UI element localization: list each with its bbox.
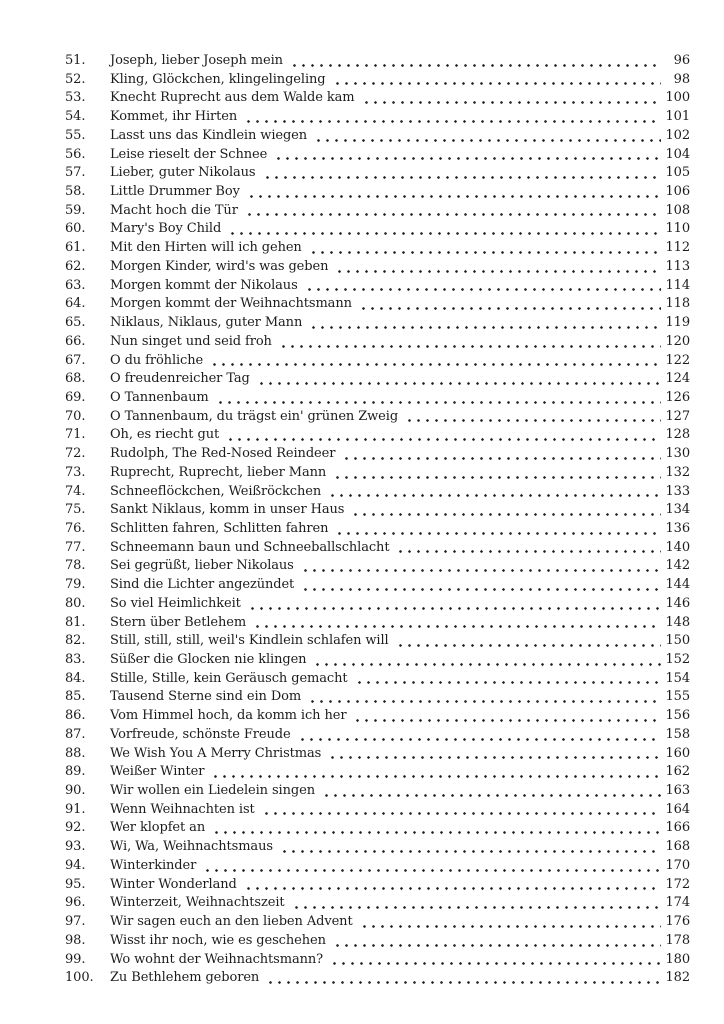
entry-title: Wer klopfet an xyxy=(110,820,206,836)
toc-entry xyxy=(65,108,690,127)
entry-page: 108 xyxy=(665,202,690,218)
dot-leader xyxy=(262,812,661,815)
entry-title: Macht hoch die Tür xyxy=(110,202,238,218)
toc-entry xyxy=(65,632,690,651)
dot-leader xyxy=(245,213,661,216)
entry-title: Sei gegrüßt, lieber Nikolaus xyxy=(110,558,294,574)
dot-leader xyxy=(290,64,661,67)
entry-title: Oh, es riecht gut xyxy=(110,427,220,443)
entry-title: Morgen kommt der Weihnachtsmann xyxy=(110,296,352,312)
entry-page: 164 xyxy=(665,801,690,817)
dot-leader xyxy=(216,401,661,404)
entry-title: Vom Himmel hoch, da komm ich her xyxy=(110,708,347,724)
entry-page: 156 xyxy=(665,708,690,724)
entry-number: 54. xyxy=(65,109,86,125)
entry-title: Niklaus, Niklaus, guter Mann xyxy=(110,315,303,331)
toc-entry xyxy=(65,389,690,408)
entry-title: Wo wohnt der Weihnachtsmann? xyxy=(110,951,324,967)
entry-title: Winterzeit, Weihnachtszeit xyxy=(110,895,285,911)
entry-number: 79. xyxy=(65,577,86,593)
entry-page: 136 xyxy=(665,520,690,536)
toc-entry xyxy=(65,763,690,782)
toc-entry xyxy=(65,801,690,820)
dot-leader xyxy=(328,756,661,759)
toc-entry xyxy=(65,333,690,352)
entry-title: Zu Bethlehem geboren xyxy=(110,970,260,986)
entry-number: 66. xyxy=(65,333,86,349)
toc-entry xyxy=(65,857,690,876)
toc-entry xyxy=(65,426,690,445)
dot-leader xyxy=(360,925,661,928)
entry-title: O Tannenbaum, du trägst ein' grünen Zweig xyxy=(110,408,399,424)
entry-title: Tausend Sterne sind ein Dom xyxy=(110,689,302,705)
entry-title: Wenn Weihnachten ist xyxy=(110,801,255,817)
entry-page: 140 xyxy=(665,539,690,555)
entry-page: 160 xyxy=(665,745,690,761)
entry-number: 93. xyxy=(65,839,86,855)
entry-number: 71. xyxy=(65,427,86,443)
entry-title: Mary's Boy Child xyxy=(110,221,222,237)
dot-leader xyxy=(359,307,661,310)
entry-page: 113 xyxy=(665,258,690,274)
toc-entry xyxy=(65,258,690,277)
entry-page: 150 xyxy=(665,633,690,649)
entry-number: 67. xyxy=(65,352,86,368)
entry-page: 176 xyxy=(665,914,690,930)
toc-entry xyxy=(65,483,690,502)
entry-page: 127 xyxy=(665,408,690,424)
entry-title: Schneeflöckchen, Weißröckchen xyxy=(110,483,322,499)
entry-title: Winter Wonderland xyxy=(110,876,237,892)
entry-number: 89. xyxy=(65,764,86,780)
entry-title: Rudolph, The Red-Nosed Reindeer xyxy=(110,446,336,462)
entry-title: Knecht Ruprecht aus dem Walde kam xyxy=(110,90,355,106)
entry-page: 172 xyxy=(665,876,690,892)
toc-entry xyxy=(65,707,690,726)
entry-title: Joseph, lieber Joseph mein xyxy=(110,53,283,68)
dot-leader xyxy=(263,176,662,179)
entry-page: 162 xyxy=(665,764,690,780)
entry-number: 60. xyxy=(65,221,86,237)
dot-leader xyxy=(335,270,661,273)
entry-page: 132 xyxy=(665,464,690,480)
dot-leader xyxy=(292,906,661,909)
entry-page: 168 xyxy=(665,839,690,855)
entry-title: O du fröhliche xyxy=(110,352,204,368)
dot-leader xyxy=(314,139,661,142)
entry-title: Winterkinder xyxy=(110,857,197,873)
entry-page: 96 xyxy=(673,53,690,68)
entry-page: 133 xyxy=(665,483,690,499)
dot-leader xyxy=(247,195,661,198)
entry-number: 51. xyxy=(65,53,86,68)
entry-page: 155 xyxy=(665,689,690,705)
entry-title: Kommet, ihr Hirten xyxy=(110,109,238,125)
entry-page: 180 xyxy=(665,951,690,967)
toc-entry xyxy=(65,688,690,707)
entry-page: 100 xyxy=(665,90,690,106)
toc-entry xyxy=(65,876,690,895)
entry-number: 62. xyxy=(65,258,86,274)
entry-number: 100. xyxy=(65,970,94,986)
entry-number: 99. xyxy=(65,951,86,967)
entry-number: 78. xyxy=(65,558,86,574)
entry-page: 101 xyxy=(665,109,690,125)
toc-entry xyxy=(65,745,690,764)
entry-number: 63. xyxy=(65,277,86,293)
entry-page: 120 xyxy=(665,333,690,349)
toc-entry xyxy=(65,557,690,576)
dot-leader xyxy=(301,588,661,591)
entry-number: 61. xyxy=(65,240,86,256)
entry-page: 114 xyxy=(665,277,690,293)
toc-entry xyxy=(65,726,690,745)
entry-title: Vorfreude, schönste Freude xyxy=(110,726,291,742)
toc-entry xyxy=(65,894,690,913)
toc-entry xyxy=(65,127,690,146)
entry-number: 76. xyxy=(65,520,86,536)
entry-number: 58. xyxy=(65,184,86,200)
entry-number: 81. xyxy=(65,614,86,630)
dot-leader xyxy=(228,232,661,235)
entry-page: 154 xyxy=(665,670,690,686)
dot-leader xyxy=(280,850,661,853)
toc-entry xyxy=(65,277,690,296)
entry-number: 74. xyxy=(65,483,86,499)
entry-page: 130 xyxy=(665,446,690,462)
entry-number: 72. xyxy=(65,446,86,462)
toc-entry xyxy=(65,951,690,970)
toc-entry xyxy=(65,89,690,108)
toc-entry xyxy=(65,202,690,221)
dot-leader xyxy=(333,476,661,479)
toc-entry xyxy=(65,670,690,689)
dot-leader xyxy=(253,625,661,628)
entry-title: Stille, Stille, kein Geräusch gemacht xyxy=(110,670,348,686)
toc-entry xyxy=(65,913,690,932)
dot-leader xyxy=(353,719,661,722)
dot-leader xyxy=(351,513,661,516)
dot-leader xyxy=(212,831,661,834)
entry-number: 53. xyxy=(65,90,86,106)
entry-number: 84. xyxy=(65,670,86,686)
entry-number: 88. xyxy=(65,745,86,761)
toc-entry xyxy=(65,295,690,314)
toc-entry xyxy=(65,595,690,614)
toc-entry xyxy=(65,969,690,988)
entry-page: 134 xyxy=(665,502,690,518)
entry-number: 87. xyxy=(65,726,86,742)
entry-title: Wisst ihr noch, wie es geschehen xyxy=(110,932,326,948)
entry-number: 69. xyxy=(65,389,86,405)
entry-title: Lieber, guter Nikolaus xyxy=(110,165,256,181)
dot-leader xyxy=(301,569,661,572)
dot-leader xyxy=(342,457,661,460)
entry-title: Nun singet und seid froh xyxy=(110,333,272,349)
entry-title: Sind die Lichter angezündet xyxy=(110,577,295,593)
toc-list xyxy=(65,52,690,988)
entry-title: Mit den Hirten will ich gehen xyxy=(110,240,302,256)
entry-page: 158 xyxy=(665,726,690,742)
entry-number: 55. xyxy=(65,127,86,143)
dot-leader xyxy=(305,288,661,291)
dot-leader xyxy=(405,419,661,422)
toc-entry xyxy=(65,370,690,389)
entry-number: 80. xyxy=(65,595,86,611)
toc-entry xyxy=(65,445,690,464)
entry-page: 126 xyxy=(665,389,690,405)
toc-entry xyxy=(65,220,690,239)
entry-title: Leise rieselt der Schnee xyxy=(110,146,268,162)
toc-entry xyxy=(65,52,690,71)
entry-number: 73. xyxy=(65,464,86,480)
entry-page: 142 xyxy=(665,558,690,574)
toc-entry xyxy=(65,539,690,558)
entry-page: 174 xyxy=(665,895,690,911)
entry-title: Still, still, still, weil's Kindlein schlafen will xyxy=(110,633,389,649)
entry-number: 82. xyxy=(65,633,86,649)
toc-entry xyxy=(65,819,690,838)
entry-title: Ruprecht, Ruprecht, lieber Mann xyxy=(110,464,327,480)
dot-leader xyxy=(298,738,661,741)
entry-page: 98 xyxy=(673,71,690,87)
dot-leader xyxy=(333,944,661,947)
entry-title: We Wish You A Merry Christmas xyxy=(110,745,322,761)
entry-title: Little Drummer Boy xyxy=(110,184,240,200)
dot-leader xyxy=(248,607,661,610)
dot-leader xyxy=(313,663,661,666)
dot-leader xyxy=(328,494,661,497)
entry-number: 91. xyxy=(65,801,86,817)
entry-page: 152 xyxy=(665,652,690,667)
entry-number: 96. xyxy=(65,895,86,911)
entry-title: Sankt Niklaus, komm in unser Haus xyxy=(110,502,345,518)
dot-leader xyxy=(226,438,661,441)
entry-page: 146 xyxy=(665,595,690,611)
toc-entry xyxy=(65,352,690,371)
entry-page: 124 xyxy=(665,371,690,387)
toc-entry xyxy=(65,408,690,427)
entry-page: 106 xyxy=(665,184,690,200)
entry-page: 105 xyxy=(665,165,690,181)
entry-title: Wi, Wa, Weihnachtsmaus xyxy=(110,839,273,855)
entry-number: 86. xyxy=(65,708,86,724)
entry-page: 118 xyxy=(665,296,690,312)
toc-entry xyxy=(65,71,690,90)
entry-title: Schlitten fahren, Schlitten fahren xyxy=(110,520,329,536)
entry-page: 170 xyxy=(665,857,690,873)
entry-number: 92. xyxy=(65,820,86,836)
toc-entry xyxy=(65,164,690,183)
entry-title: Süßer die Glocken nie klingen xyxy=(110,652,307,667)
entry-title: Stern über Betlehem xyxy=(110,614,247,630)
dot-leader xyxy=(396,644,661,647)
toc-entry xyxy=(65,239,690,258)
entry-page: 128 xyxy=(665,427,690,443)
toc-entry xyxy=(65,146,690,165)
entry-title: O Tannenbaum xyxy=(110,389,209,405)
entry-page: 163 xyxy=(665,783,690,799)
entry-number: 94. xyxy=(65,857,86,873)
dot-leader xyxy=(244,887,661,890)
entry-page: 110 xyxy=(665,221,690,237)
entry-number: 95. xyxy=(65,876,86,892)
entry-number: 65. xyxy=(65,315,86,331)
dot-leader xyxy=(309,251,661,254)
toc-entry xyxy=(65,838,690,857)
entry-title: Weißer Winter xyxy=(110,764,205,780)
dot-leader xyxy=(274,157,661,160)
entry-page: 104 xyxy=(665,146,690,162)
toc-entry xyxy=(65,932,690,951)
dot-leader xyxy=(362,101,661,104)
toc-entry xyxy=(65,520,690,539)
dot-leader xyxy=(257,382,661,385)
dot-leader xyxy=(210,363,661,366)
entry-number: 77. xyxy=(65,539,86,555)
dot-leader xyxy=(396,550,661,553)
toc-entry xyxy=(65,314,690,333)
entry-number: 59. xyxy=(65,202,86,218)
dot-leader xyxy=(211,775,661,778)
dot-leader xyxy=(279,345,661,348)
entry-page: 122 xyxy=(665,352,690,368)
entry-page: 148 xyxy=(665,614,690,630)
entry-page: 182 xyxy=(665,970,690,986)
entry-number: 83. xyxy=(65,652,86,667)
entry-number: 98. xyxy=(65,932,86,948)
entry-page: 112 xyxy=(665,240,690,256)
toc-entry xyxy=(65,501,690,520)
entry-number: 70. xyxy=(65,408,86,424)
dot-leader xyxy=(330,962,661,965)
entry-number: 56. xyxy=(65,146,86,162)
entry-page: 119 xyxy=(665,315,690,331)
dot-leader xyxy=(203,869,661,872)
entry-number: 64. xyxy=(65,296,86,312)
entry-page: 144 xyxy=(665,577,690,593)
toc-entry xyxy=(65,576,690,595)
dot-leader xyxy=(309,326,661,329)
entry-number: 52. xyxy=(65,71,86,87)
dot-leader xyxy=(335,532,661,535)
entry-number: 85. xyxy=(65,689,86,705)
toc-entry xyxy=(65,651,690,670)
entry-number: 90. xyxy=(65,783,86,799)
entry-number: 57. xyxy=(65,165,86,181)
entry-title: Kling, Glöckchen, klingelingeling xyxy=(110,71,326,87)
toc-entry xyxy=(65,464,690,483)
entry-page: 102 xyxy=(665,127,690,143)
entry-title: Morgen kommt der Nikolaus xyxy=(110,277,298,293)
dot-leader xyxy=(333,82,662,85)
entry-title: Schneemann baun und Schneeballschlacht xyxy=(110,539,390,555)
entry-number: 97. xyxy=(65,914,86,930)
entry-title: Wir wollen ein Liedelein singen xyxy=(110,783,315,799)
dot-leader xyxy=(355,681,662,684)
entry-title: O freudenreicher Tag xyxy=(110,371,250,387)
entry-number: 75. xyxy=(65,502,86,518)
dot-leader xyxy=(266,981,661,984)
toc-entry xyxy=(65,183,690,202)
dot-leader xyxy=(308,700,661,703)
dot-leader xyxy=(244,120,661,123)
entry-number: 68. xyxy=(65,371,86,387)
entry-page: 178 xyxy=(665,932,690,948)
entry-title: So viel Heimlichkeit xyxy=(110,595,241,611)
entry-title: Wir sagen euch an den lieben Advent xyxy=(110,914,353,930)
entry-title: Morgen Kinder, wird's was geben xyxy=(110,258,329,274)
toc-entry xyxy=(65,614,690,633)
dot-leader xyxy=(322,794,661,797)
toc-entry xyxy=(65,782,690,801)
entry-title: Lasst uns das Kindlein wiegen xyxy=(110,127,308,143)
entry-page: 166 xyxy=(665,820,690,836)
